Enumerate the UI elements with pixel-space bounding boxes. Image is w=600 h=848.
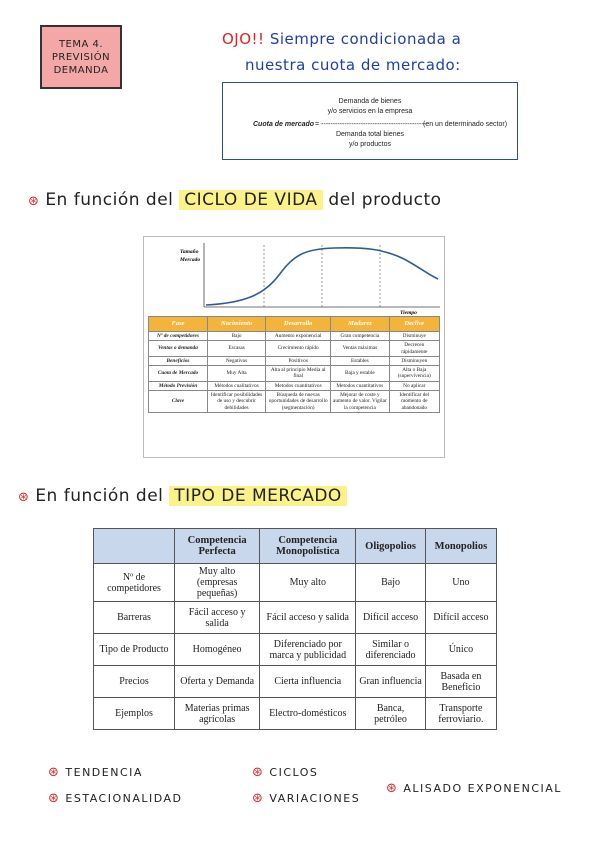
life-cycle-cell: Metodos cuantitativos <box>266 381 331 390</box>
formula-numerator <box>223 97 517 117</box>
life-cycle-cell: Alta o Baja (supervivencia) <box>389 366 439 382</box>
market-cell: Banca, petróleo <box>356 698 426 730</box>
market-row <box>94 634 497 666</box>
note-line-1 <box>222 30 461 48</box>
life-cycle-cell: Decrecen rápidamente <box>389 341 439 357</box>
chart-ylabel-2: Mercado <box>180 257 201 263</box>
life-cycle-cell: Disminuyen <box>389 356 439 365</box>
topic-line-1: TEMA 4. <box>58 38 104 50</box>
formula-note: (en un determinado sector) <box>423 121 508 128</box>
bullet-icon: ⊛ <box>386 781 399 796</box>
life-cycle-row-label: Cuota de Mercado <box>149 366 208 382</box>
life-cycle-cell: Ventas máximas <box>331 341 389 357</box>
footer-label: CICLOS <box>269 766 319 779</box>
bullet-icon: ⊛ <box>48 791 61 806</box>
market-cell: Gran influencia <box>356 666 426 698</box>
market-row-label: Tipo de Producto <box>94 634 175 666</box>
market-size-curve <box>206 248 438 305</box>
life-cycle-header-cell: Nacimiento <box>208 317 266 332</box>
market-header-row <box>94 529 497 564</box>
formula-fraction-bar: = ---------------------------------------------- <box>315 121 429 128</box>
life-cycle-cell: Baja y estable <box>331 366 389 382</box>
life-cycle-cell: Bajo <box>208 332 266 341</box>
footer-item-variaciones <box>252 791 360 806</box>
market-cell: Diferenciado por marca y publicidad <box>260 634 356 666</box>
heading-prefix: En función del <box>35 486 164 506</box>
market-cell: Cierta influencia <box>260 666 356 698</box>
market-row-label: Nº de competidores <box>94 564 175 602</box>
denominator-line-2: y/o productos <box>348 141 392 148</box>
market-cell: Materias primas agrícolas <box>175 698 260 730</box>
market-cell: Electro-domésticos <box>260 698 356 730</box>
life-cycle-header-cell: Madurez <box>331 317 389 332</box>
formula-lhs: Cuota de mercado <box>253 121 315 128</box>
market-row <box>94 698 497 730</box>
market-cell: Bajo <box>356 564 426 602</box>
life-cycle-header-cell: Declive <box>389 317 439 332</box>
life-cycle-cell: Búsqueda de nuevas oportunidades de desarrollo (segmentación) <box>266 391 331 413</box>
market-cell: Difícil acceso <box>425 602 496 634</box>
life-cycle-cell: Métodos cualitativos <box>208 381 266 390</box>
topic-line-3: DEMANDA <box>53 64 109 76</box>
market-share-formula <box>222 82 518 160</box>
market-row-label: Precios <box>94 666 175 698</box>
footer-item-alisado <box>386 781 562 796</box>
life-cycle-cell: No aplicar <box>389 381 439 390</box>
market-cell: Basada en Beneficio <box>425 666 496 698</box>
footer-label: VARIACIONES <box>269 792 361 805</box>
market-header-cell: Monopolios <box>425 529 496 564</box>
market-cell: Homogéneo <box>175 634 260 666</box>
market-row-label: Barreras <box>94 602 175 634</box>
market-cell: Muy alto (empresas pequeñas) <box>175 564 260 602</box>
numerator-line-2: y/o servicios en la empresa <box>327 108 413 115</box>
life-cycle-cell: Identificar posibilidades de uso y descubrir debilidades <box>208 391 266 413</box>
market-cell: Fácil acceso y salida <box>175 602 260 634</box>
market-cell: Muy alto <box>260 564 356 602</box>
ojo-warning: OJO!! <box>222 30 265 48</box>
bullet-icon: ⊛ <box>48 765 61 780</box>
topic-line-2: PREVISIÓN <box>51 51 111 63</box>
market-header-cell <box>94 529 175 564</box>
chart-ylabel-1: Tamaño <box>180 249 199 255</box>
market-header-cell: Competencia Monopolística <box>260 529 356 564</box>
life-cycle-cell: Estables <box>331 356 389 365</box>
topic-title-box <box>40 25 122 89</box>
life-cycle-row <box>149 381 440 390</box>
market-header-cell: Competencia Perfecta <box>175 529 260 564</box>
life-cycle-row <box>149 366 440 382</box>
heading-market-type <box>18 486 347 506</box>
life-cycle-cell: Disminuye <box>389 332 439 341</box>
life-cycle-cell: Identificar del momento de abandonado <box>389 391 439 413</box>
market-cell: Transporte ferroviario. <box>425 698 496 730</box>
note-line-2: nuestra cuota de mercado: <box>245 56 461 74</box>
footer-item-ciclos <box>252 765 318 780</box>
market-row-label: Ejemplos <box>94 698 175 730</box>
heading-highlight: CICLO DE VIDA <box>179 190 322 210</box>
formula-denominator <box>223 130 517 150</box>
life-cycle-row <box>149 332 440 341</box>
life-cycle-cell: Alta al principio Media al final <box>266 366 331 382</box>
market-cell: Uno <box>425 564 496 602</box>
footer-label: ESTACIONALIDAD <box>65 792 183 805</box>
heading-suffix: del producto <box>328 190 442 210</box>
life-cycle-header-cell: Desarrollo <box>266 317 331 332</box>
market-cell: Fácil acceso y salida <box>260 602 356 634</box>
market-row <box>94 602 497 634</box>
footer-label: TENDENCIA <box>65 766 143 779</box>
life-cycle-cell: Metodos cuantitativos <box>331 381 389 390</box>
life-cycle-cell: Gran competencia <box>331 332 389 341</box>
footer-item-tendencia <box>48 765 143 780</box>
life-cycle-row-label: Método Previsión <box>149 381 208 390</box>
life-cycle-header-row <box>149 317 440 332</box>
bullet-icon: ⊛ <box>252 791 265 806</box>
heading-life-cycle <box>28 190 442 210</box>
life-cycle-cell: Crecimiento rápido <box>266 341 331 357</box>
note-line-1-text: Siempre condicionada a <box>269 30 462 48</box>
market-row <box>94 666 497 698</box>
life-cycle-figure <box>143 236 445 458</box>
life-cycle-cell: Mejorar de coste y aumento de valor. Vigilar la competencia <box>331 391 389 413</box>
numerator-line-1: Demanda de bienes <box>338 98 402 105</box>
heading-highlight: TIPO DE MERCADO <box>169 486 347 506</box>
life-cycle-row <box>149 391 440 413</box>
life-cycle-row-label: Clave <box>149 391 208 413</box>
market-cell: Oferta y Demanda <box>175 666 260 698</box>
life-cycle-cell: Negativos <box>208 356 266 365</box>
market-row <box>94 564 497 602</box>
life-cycle-row-label: Beneficios <box>149 356 208 365</box>
market-header-cell: Oligopolios <box>356 529 426 564</box>
market-cell: Similar o diferenciado <box>356 634 426 666</box>
market-cell: Único <box>425 634 496 666</box>
life-cycle-row <box>149 341 440 357</box>
market-cell: Difícil acceso <box>356 602 426 634</box>
life-cycle-cell: Escasas <box>208 341 266 357</box>
life-cycle-header-cell: Fase <box>149 317 208 332</box>
bullet-icon: ⊛ <box>252 765 265 780</box>
footer-label: ALISADO EXPONENCIAL <box>403 782 562 795</box>
bullet-icon: ⊛ <box>28 194 40 209</box>
heading-prefix: En función del <box>45 190 174 210</box>
life-cycle-curve-chart <box>144 237 444 317</box>
life-cycle-cell: Aumento exponencial <box>266 332 331 341</box>
life-cycle-row-label: Ventas o demanda <box>149 341 208 357</box>
life-cycle-row-label: Nº de competidores <box>149 332 208 341</box>
life-cycle-cell: Positivos <box>266 356 331 365</box>
denominator-line-1: Demanda total bienes <box>335 131 405 138</box>
life-cycle-row <box>149 356 440 365</box>
life-cycle-cell: Muy Alta <box>208 366 266 382</box>
life-cycle-table <box>148 316 440 413</box>
footer-item-estacionalidad <box>48 791 183 806</box>
chart-xlabel: Tiempo <box>400 310 417 316</box>
market-type-table <box>93 528 497 730</box>
bullet-icon: ⊛ <box>18 490 30 505</box>
